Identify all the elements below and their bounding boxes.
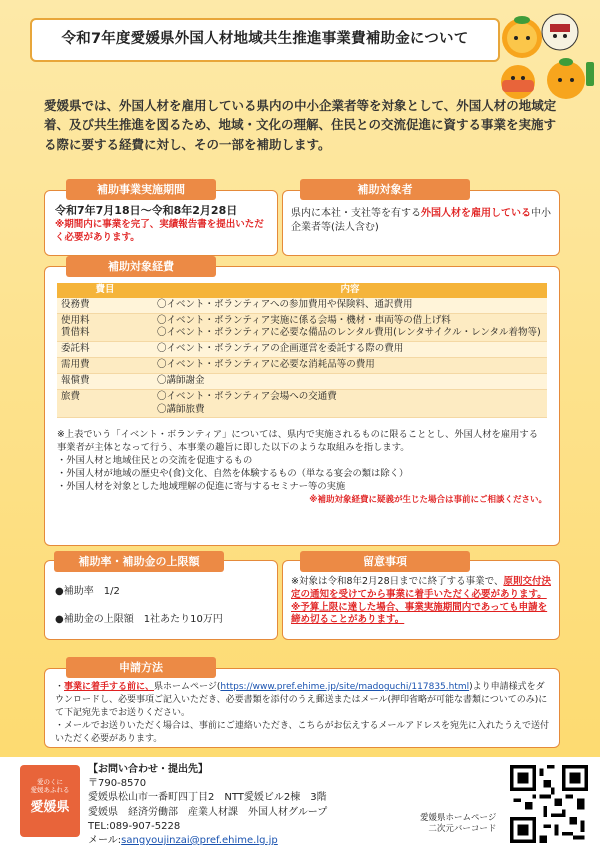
qr-code-icon[interactable] — [510, 765, 588, 843]
apply-panel — [44, 668, 560, 748]
apply-tab: 申請方法 — [66, 657, 216, 678]
cost-line: 〇イベント・ボランティアに必要な備品のレンタル費用(レンタサイクル・レンタル着物等) — [157, 327, 541, 339]
cost-note: ・外国人材が地域の歴史や(食)文化、自然を体験するもの（単なる宴会の類は除く） — [57, 468, 409, 480]
cost-category: 報償費 — [57, 373, 153, 389]
table-row — [57, 298, 547, 313]
cost-line: 〇イベント・ボランティア会場への交通費 — [157, 390, 337, 402]
apply-text: )より申請様式をダウンロードし、必要事項ご記入いただき、必要書類を添付のうえ郵送またはメール(押印省略が可能な書類についてのみ)にて下記宛先までお送りください。 — [55, 682, 548, 719]
cost-category: 旅費 — [57, 389, 153, 418]
notice-text: ※対象は令和8年2月28日までに終了する事業で、 — [291, 576, 504, 587]
notice-panel — [282, 560, 560, 640]
cost-content — [153, 298, 547, 313]
cost-category: 役務費 — [57, 298, 153, 313]
cost-notes — [57, 428, 547, 493]
contact-title: 【お問い合わせ・提出先】 — [88, 764, 208, 775]
cost-category: 使用料 賃借料 — [57, 313, 153, 342]
table-row — [57, 389, 547, 418]
cost-table — [57, 283, 547, 418]
logo-big-text: 愛媛県 — [30, 799, 70, 815]
ehime-logo — [20, 765, 80, 837]
cost-line: 〇イベント・ボランティアへの参加費用や保険料、通訳費用 — [157, 298, 413, 310]
period-dates: 令和7年7月18日～令和8年2月28日 — [55, 204, 238, 217]
contact-postal: 〒790-8570 — [88, 778, 147, 790]
contact-mail-link[interactable]: sangyoujinzai@pref.ehime.lg.jp — [121, 834, 278, 846]
cost-tab: 補助対象経費 — [66, 256, 216, 277]
target-tab: 補助対象者 — [300, 179, 470, 200]
cost-line: 〇講師謝金 — [157, 374, 205, 386]
limit-line: ●補助金の上限額 1社あたり10万円 — [55, 613, 223, 625]
cost-content — [153, 358, 547, 374]
target-text-after: 中小企業者等(法人含む) — [291, 208, 551, 233]
cost-header-category: 費目 — [57, 283, 153, 298]
table-row — [57, 313, 547, 342]
table-row — [57, 342, 547, 358]
qr-label-line: 愛媛県ホームページ — [420, 813, 497, 823]
cost-content — [153, 342, 547, 358]
table-row — [57, 358, 547, 374]
contact-address: 愛媛県松山市一番町四丁目2 NTT愛媛ビル2棟 3階 — [88, 792, 327, 804]
period-tab: 補助事業実施期間 — [66, 179, 216, 200]
cost-content — [153, 373, 547, 389]
target-text-before: 県内に本社・支社等を有する — [291, 208, 421, 219]
intro-text: 愛媛県では、外国人材を雇用している県内の中小企業者等を対象として、外国人材の地域定着、及び共生推進を図るため、地域・文化の理解、住民との交流促進に資する事業を実施する際に要する経費に対し、その一部を補助します。 — [44, 98, 557, 152]
qr-label — [420, 813, 496, 835]
cost-category: 需用費 — [57, 358, 153, 374]
contact-info — [88, 763, 327, 848]
table-row — [57, 373, 547, 389]
cost-note: ・外国人材を対象とした地域理解の促進に寄与するセミナー等の実施 — [57, 481, 346, 493]
notice-text-red-2: ※予算上限に達した場合、事業実施期間内であっても申請を締め切ることがあります。 — [291, 601, 548, 626]
cost-note: ※上表でいう「イベント・ボランティア」については、県内で実施されるものに限ることとし、外国人材を雇用する事業者が主体となって行う、本事業の趣旨に即した以下のような取組みを指します。 — [57, 429, 539, 454]
qr-label-line: 二次元バーコード — [428, 824, 497, 835]
apply-paragraph-2: ・メールでお送りいただく場合は、事前にご連絡いただき、こちらがお伝えするメールアドレスを宛先に入れたうえで送付いただく必要があります。 — [55, 721, 550, 745]
notice-text-red: 原則交付決定の通知を受けてから事業に着手いただく必要があります。 — [291, 576, 551, 600]
contact-tel: TEL:089-907-5228 — [88, 820, 181, 832]
apply-url-link[interactable]: https://www.pref.ehime.jp/site/madoguchi/117835.html — [220, 682, 470, 692]
page-title: 令和7年度愛媛県外国人材地域共生推進事業費補助金について — [61, 31, 469, 48]
apply-text: ・ — [55, 682, 65, 692]
cost-category: 委託料 — [57, 342, 153, 358]
cost-content — [153, 313, 547, 342]
cost-line: 〇イベント・ボランティア実施に係る会場・機材・車両等の借上げ料 — [157, 314, 451, 326]
contact-mail-label: メール: — [88, 834, 122, 846]
cost-line: 〇イベント・ボランティアの企画運営を委託する際の費用 — [157, 343, 404, 355]
cost-header-content: 内容 — [153, 283, 547, 298]
contact-dept: 愛媛県 経済労働部 産業人材課 外国人材グループ — [88, 806, 328, 818]
cost-note: ・外国人材と地域住民との交流を促進するもの — [57, 455, 253, 467]
period-note: ※期間内に事業を完了、実績報告書を提出いただく必要があります。 — [55, 218, 264, 243]
logo-small-text: 愛のくに 愛媛あふれる — [30, 778, 70, 794]
cost-content — [153, 389, 547, 418]
rate-line: ●補助率 1/2 — [55, 586, 120, 597]
footer — [0, 757, 600, 849]
title-box — [30, 18, 500, 62]
notice-tab: 留意事項 — [300, 551, 470, 572]
cost-line: 〇講師旅費 — [157, 403, 205, 415]
apply-text-red: 事業に着手する前に、 — [64, 682, 155, 692]
cost-line: 〇イベント・ボランティアに必要な消耗品等の費用 — [157, 359, 375, 371]
rate-panel — [44, 560, 278, 640]
apply-text: 県ホームページ( — [154, 682, 221, 692]
cost-panel — [44, 266, 560, 546]
rate-tab: 補助率・補助金の上限額 — [54, 551, 224, 572]
cost-warning: ※補助対象経費に疑義が生じた場合は事前にご相談ください。 — [309, 495, 547, 506]
target-text-red: 外国人材を雇用している — [421, 208, 531, 219]
apply-paragraph-1 — [55, 681, 549, 720]
